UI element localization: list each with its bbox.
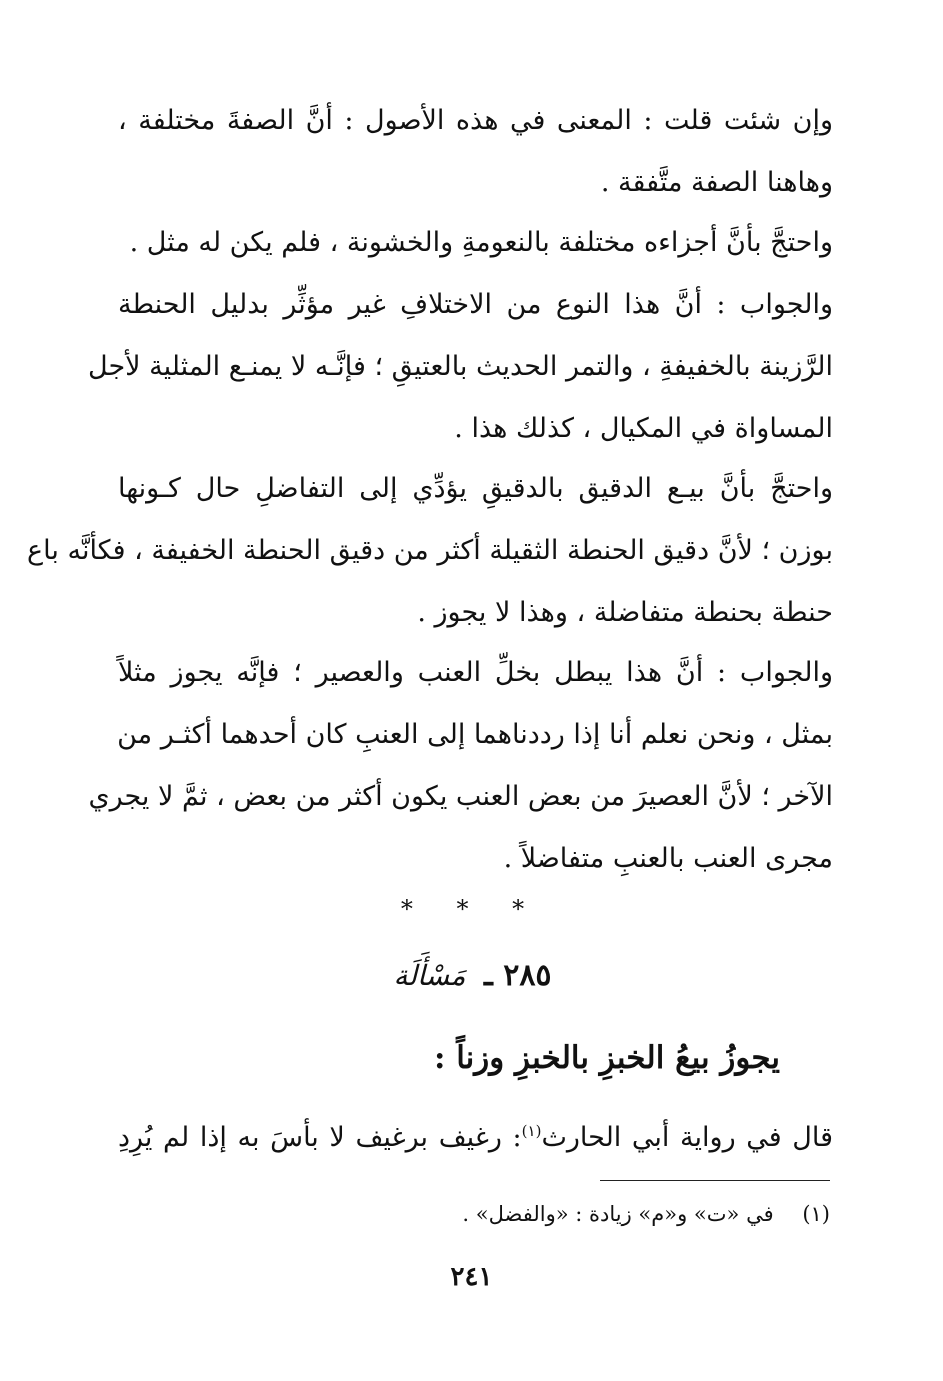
text-line: والجواب : أنَّ هذا يبطل بخلِّ العنب والعصير ؛ فإنَّه يجوز مثلاً: [118, 657, 833, 688]
text-line: وهاهنا الصفة متَّفقة .: [600, 167, 833, 198]
text-line: واحتجَّ بأنَّ أجزاءه مختلفة بالنعومةِ والخشونة ، فلم يكن له مثل .: [129, 227, 833, 258]
footnote-reference: (١): [521, 1122, 542, 1140]
issue-word: مَسْأَلَة: [393, 959, 466, 992]
footnote-number: (١): [802, 1202, 830, 1226]
issue-number: ٢٨٥ ـ: [483, 958, 552, 993]
text-line: مجرى العنب بالعنبِ متفاضلاً .: [503, 843, 833, 874]
footnote-divider: [600, 1180, 830, 1181]
text-line: الرَّزينة بالخفيفةِ ، والتمر الحديث بالعتيقِ ؛ فإنَّـه لا يمنـع المثلية لأجل: [88, 351, 833, 382]
text-line: بوزن ؛ لأنَّ دقيق الحنطة الثقيلة أكثر من دقيق الحنطة الخفيفة ، فكأنَّه باع: [27, 535, 833, 566]
footnote-text: في «ت» و«م» زيادة : «والفضل» .: [462, 1202, 774, 1226]
issue-heading: [300, 958, 645, 993]
text-line: بمثل ، ونحن نعلم أنا إذا رددناهما إلى العنبِ كان أحدهما أكثـر من: [117, 719, 833, 750]
page-number: ٢٤١: [450, 1262, 493, 1292]
paragraph-3: [88, 274, 834, 460]
text-line: حنطة بحنطة متفاضلة ، وهذا لا يجوز .: [417, 597, 833, 628]
text-line: وإن شئت قلت : المعنى في هذه الأصول : أنَّ الصفةَ مختلفة ،: [118, 105, 833, 136]
paragraph-5: [88, 642, 833, 890]
text-line: المساواة في المكيال ، كذلك هذا .: [454, 413, 833, 444]
footnote: [300, 1202, 830, 1226]
text-fragment: قال في رواية أبي الحارث: [541, 1122, 834, 1153]
text-line: والجواب : أنَّ هذا النوع من الاختلافِ غير مؤثِّر بدليل الحنطة: [118, 289, 834, 320]
text-line: واحتجَّ بأنَّ بيـع الدقيق بالدقيقِ يؤدِّي إلى التفاضلِ حال كـونها: [118, 473, 833, 504]
paragraph-4: [27, 458, 833, 644]
paragraph-1: [118, 90, 833, 214]
paragraph-2: [118, 212, 833, 274]
section-separator: * * *: [400, 895, 543, 923]
text-fragment: : رغيف برغيف لا بأسَ به إذا لم يُرِدِ: [118, 1122, 522, 1153]
text-line: الآخر ؛ لأنَّ العصيرَ من بعض العنب يكون أكثر من بعض ، ثمَّ لا يجري: [88, 781, 833, 812]
issue-title: يجوزُ بيعُ الخبزِ بالخبزِ وزناً :: [433, 1040, 780, 1076]
text-line: [118, 1100, 833, 1169]
